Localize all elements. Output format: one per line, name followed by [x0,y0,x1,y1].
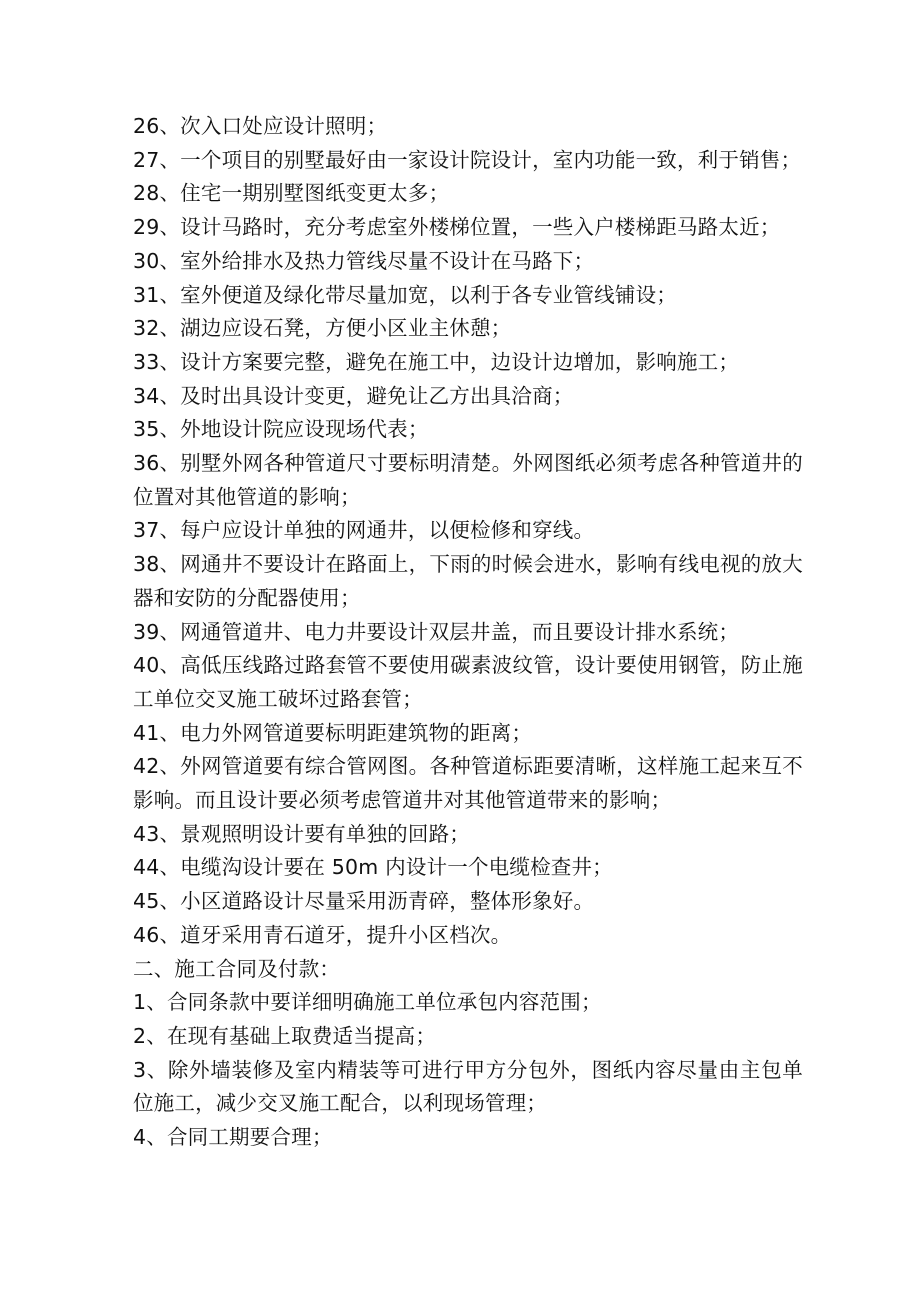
list-item: 4、合同工期要合理； [133,1125,333,1150]
list-item: 26、次入口处应设计照明； [133,114,388,138]
list-item: 37、每户应设计单独的网通井，以便检修和穿线。 [133,518,595,543]
list-item: 44、电缆沟设计要在 50m 内设计一个电缆检查井； [133,855,613,880]
list-item: 41、电力外网管道要标明距建筑物的距离； [133,720,533,745]
list-item: 36、别墅外网各种管道尺寸要标明清楚。外网图纸必须考虑各种管道井的位置对其他管道的影响； [133,451,803,509]
list-item: 3、除外墙装修及室内精装等可进行甲方分包外，图纸内容尽量由主包单位施工，减少交叉施工配合，以利现场管理； [133,1057,803,1116]
list-item: 1、合同条款中要详细明确施工单位承包内容范围； [133,990,602,1015]
list-item: 30、室外给排水及热力管线尽量不设计在马路下； [133,248,595,273]
list-item: 32、湖边应设石凳，方便小区业主休憩； [133,316,512,341]
list-item: 2、在现有基础上取费适当提高； [133,1023,437,1048]
list-item: 35、外地设计院应设现场代表； [133,417,429,442]
list-item: 39、网通管道井、电力井要设计双层井盖，而且要设计排水系统； [133,619,740,644]
list-item: 34、及时出具设计变更，避免让乙方出具洽商； [133,383,574,408]
document-body [133,110,803,1155]
list-item: 42、外网管道要有综合管网图。各种管道标距要清晰，这样施工起来互不影响。而且设计要必须考虑管道井对其他管道带来的影响； [133,754,803,813]
list-item: 28、住宅一期别墅图纸变更太多； [133,181,450,206]
list-item: 31、室外便道及绿化带尽量加宽，以利于各专业管线铺设； [133,282,677,307]
section-heading: 二、施工合同及付款： [133,956,340,981]
list-item: 46、道牙采用青石道牙，提升小区档次。 [133,922,512,947]
list-item: 27、一个项目的别墅最好由一家设计院设计，室内功能一致，利于销售； [133,147,802,172]
list-item: 40、高低压线路过路套管不要使用碳素波纹管，设计要使用钢管，防止施工单位交叉施工破坏过路套管； [133,653,803,711]
list-item: 29、设计马路时，充分考虑室外楼梯位置，一些入户楼梯距马路太近； [133,215,781,240]
list-item: 45、小区道路设计尽量采用沥青碎，整体形象好。 [133,889,595,914]
list-item: 38、网通井不要设计在路面上，下雨的时候会进水，影响有线电视的放大器和安防的分配器使用； [133,552,803,610]
list-item: 43、景观照明设计要有单独的回路； [133,821,470,846]
list-item: 33、设计方案要完整，避免在施工中，边设计边增加，影响施工； [133,349,740,374]
